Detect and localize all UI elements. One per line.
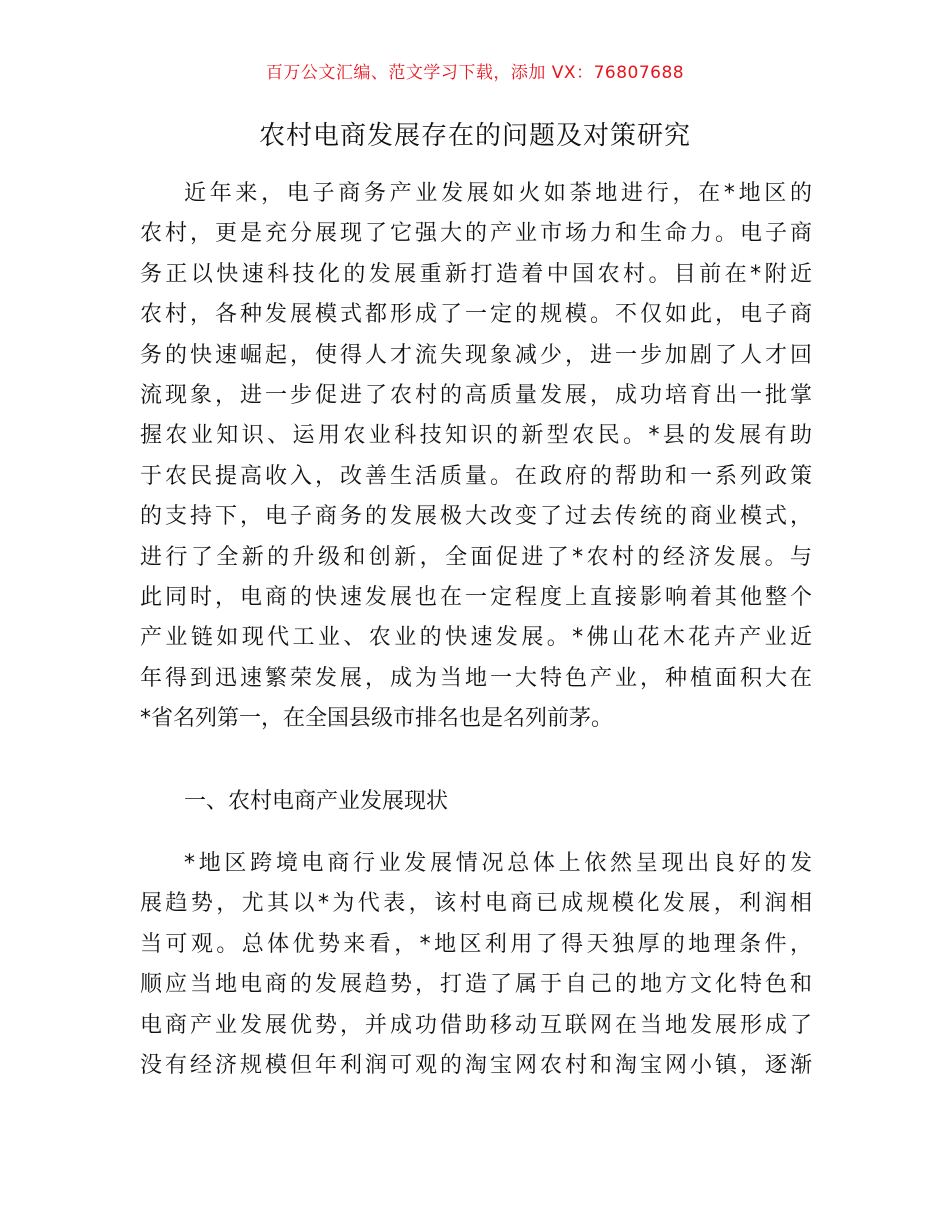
paragraph-line: 流现象，进一步促进了农村的高质量发展，成功培育出一批掌 xyxy=(140,383,812,409)
paragraph-line: 展趋势，尤其以*为代表，该村电商已成规模化发展，利润相 xyxy=(140,891,812,917)
paragraph-line: 于农民提高收入，改善生活质量。在政府的帮助和一系列政策 xyxy=(140,463,812,489)
paragraph-line: 农村，更是充分展现了它强大的产业市场力和生命力。电子商 xyxy=(140,221,812,247)
paragraph-line: 顺应当地电商的发展趋势，打造了属于自己的地方文化特色和 xyxy=(140,972,812,998)
section-heading: 一、农村电商产业发展现状 xyxy=(184,789,449,814)
header-banner: 百万公文汇编、范文学习下载，添加 VX：76807688 xyxy=(265,63,685,83)
paragraph-line: 握农业知识、运用农业科技知识的新型农民。*县的发展有助 xyxy=(140,423,812,449)
paragraph-intro xyxy=(140,174,812,740)
paragraph-line: 年得到迅速繁荣发展，成为当地一大特色产业，种植面积大在 xyxy=(140,665,812,691)
paragraph-line: *省名列第一，在全国县级市排名也是名列前茅。 xyxy=(140,706,614,732)
paragraph-line: 此同时，电商的快速发展也在一定程度上直接影响着其他整个 xyxy=(140,585,812,611)
paragraph-line: 进行了全新的升级和创新，全面促进了*农村的经济发展。与 xyxy=(140,544,812,570)
document-title: 农村电商发展存在的问题及对策研究 xyxy=(258,121,691,151)
paragraph-line: 农村，各种发展模式都形成了一定的规模。不仅如此，电子商 xyxy=(140,302,812,328)
paragraph-line: 没有经济规模但年利润可观的淘宝网农村和淘宝网小镇，逐渐 xyxy=(140,1053,812,1079)
paragraph-line: 务正以快速科技化的发展重新打造着中国农村。目前在*附近 xyxy=(140,261,812,287)
paragraph-line: 务的快速崛起，使得人才流失现象减少，进一步加剧了人才回 xyxy=(140,342,812,368)
paragraph-line: 的支持下，电子商务的发展极大改变了过去传统的商业模式， xyxy=(140,504,812,530)
paragraph-line: *地区跨境电商行业发展情况总体上依然呈现出良好的发 xyxy=(184,851,812,876)
paragraph-line: 近年来，电子商务产业发展如火如荼地进行，在*地区的 xyxy=(184,181,812,206)
paragraph-line: 产业链如现代工业、农业的快速发展。*佛山花木花卉产业近 xyxy=(140,625,812,651)
paragraph-line: 当可观。总体优势来看，*地区利用了得天独厚的地理条件， xyxy=(140,931,812,957)
paragraph-line: 电商产业发展优势，并成功借助移动互联网在当地发展形成了 xyxy=(140,1012,812,1038)
paragraph-status xyxy=(140,844,812,1086)
